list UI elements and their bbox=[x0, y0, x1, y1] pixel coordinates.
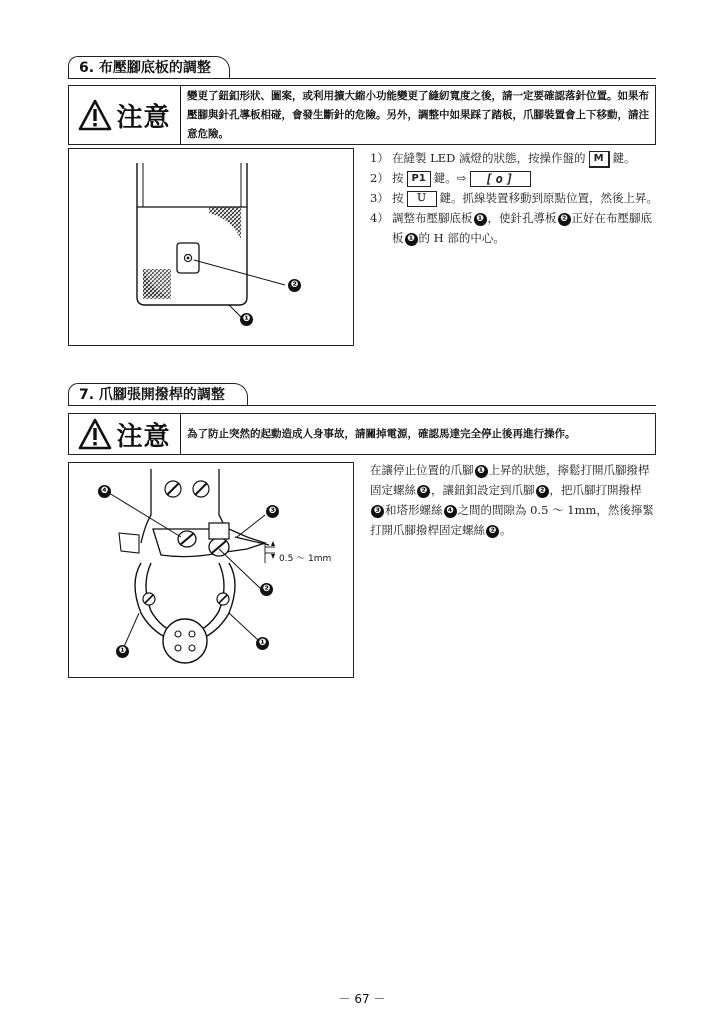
section7-title-text: 7. 爪腳張開撥桿的調整 bbox=[79, 387, 225, 403]
step-1: 1） 在縫製 LED 滅燈的狀態，按操作盤的 M 鍵。 bbox=[370, 148, 660, 168]
gap-label: 0.5 〜 1mm bbox=[279, 554, 332, 564]
p1-key-icon: P1 bbox=[407, 171, 431, 187]
callout-1-right: ❶ bbox=[256, 637, 269, 650]
caution-label bbox=[69, 86, 181, 144]
callout-2: ❷ bbox=[260, 583, 273, 596]
section6-title-text: 6. 布壓腳底板的調整 bbox=[79, 60, 211, 76]
callout-4: ❹ bbox=[98, 485, 111, 498]
caution-text-content: 變更了鈕釦形狀、圖案，或利用擴大縮小功能變更了縫紉寬度之後，請一定要確認落針位置。如果布壓腳與針孔導板相碰，會發生斷針的危險。另外，調整中如果踩了踏板，爪腳裝置會上下移動，請注意危險。 bbox=[187, 89, 649, 140]
caution-text-content: 為了防止突然的起動造成人身事故，請關掉電源，確認馬達完全停止後再進行操作。 bbox=[187, 427, 576, 440]
section7-caution-box bbox=[68, 413, 656, 455]
warning-triangle-icon bbox=[78, 99, 112, 131]
lcd-display: [o] bbox=[470, 171, 531, 187]
caution-word: 注意 bbox=[116, 102, 171, 133]
callout-2: ❷ bbox=[288, 279, 301, 292]
step-2: 2） 按 P1 鍵。⇨ [o] bbox=[370, 168, 660, 188]
callout-1-left: ❶ bbox=[116, 645, 129, 658]
presser-plate-diagram bbox=[69, 149, 353, 345]
section7-title bbox=[68, 383, 248, 405]
section7-instructions: 在讓停止位置的爪腳 ❶ 上昇的狀態，擰鬆打開爪腳撥桿固定螺絲 ❷ ，讓鈕釦設定到爪腳 ❷ ，把爪腳打開撥桿❸ 和塔形螺絲 ❹ 之間的間隙為 0.5 〜 1mm，然後擰緊打開爪腳撥桿固定螺絲 ❷ 。 bbox=[370, 463, 654, 537]
caution-text bbox=[181, 414, 655, 454]
callout-1: ❶ bbox=[240, 313, 253, 326]
page-number: － 67 － bbox=[338, 992, 386, 1006]
screw-top-left bbox=[165, 481, 209, 497]
clamp-lever-diagram bbox=[69, 463, 353, 677]
section7-rule bbox=[68, 405, 656, 406]
figure-presser-plate bbox=[68, 148, 354, 346]
caution-word: 注意 bbox=[116, 421, 171, 452]
step-3: 3） 按 Ｕ 鍵。抓線裝置移動到原點位置，然後上昇。 bbox=[370, 191, 658, 205]
m-key-icon: M bbox=[589, 151, 610, 168]
step-4: 4） 調整布壓腳底板 ❶ ，使針孔導板 ❷ 正好在布壓腳底板 ❶ 的 H 部的中心。 bbox=[370, 211, 652, 245]
caution-label bbox=[69, 414, 181, 454]
thread-trimmer-key-icon: Ｕ bbox=[407, 191, 437, 207]
warning-triangle-icon bbox=[78, 418, 112, 450]
figure-clamp-lever bbox=[68, 462, 354, 678]
section6-steps bbox=[370, 148, 660, 248]
caution-text bbox=[181, 86, 655, 144]
callout-3: ❸ bbox=[266, 505, 279, 518]
section6-title bbox=[68, 56, 230, 78]
section6-rule bbox=[68, 78, 656, 79]
section6-caution-box bbox=[68, 85, 656, 145]
